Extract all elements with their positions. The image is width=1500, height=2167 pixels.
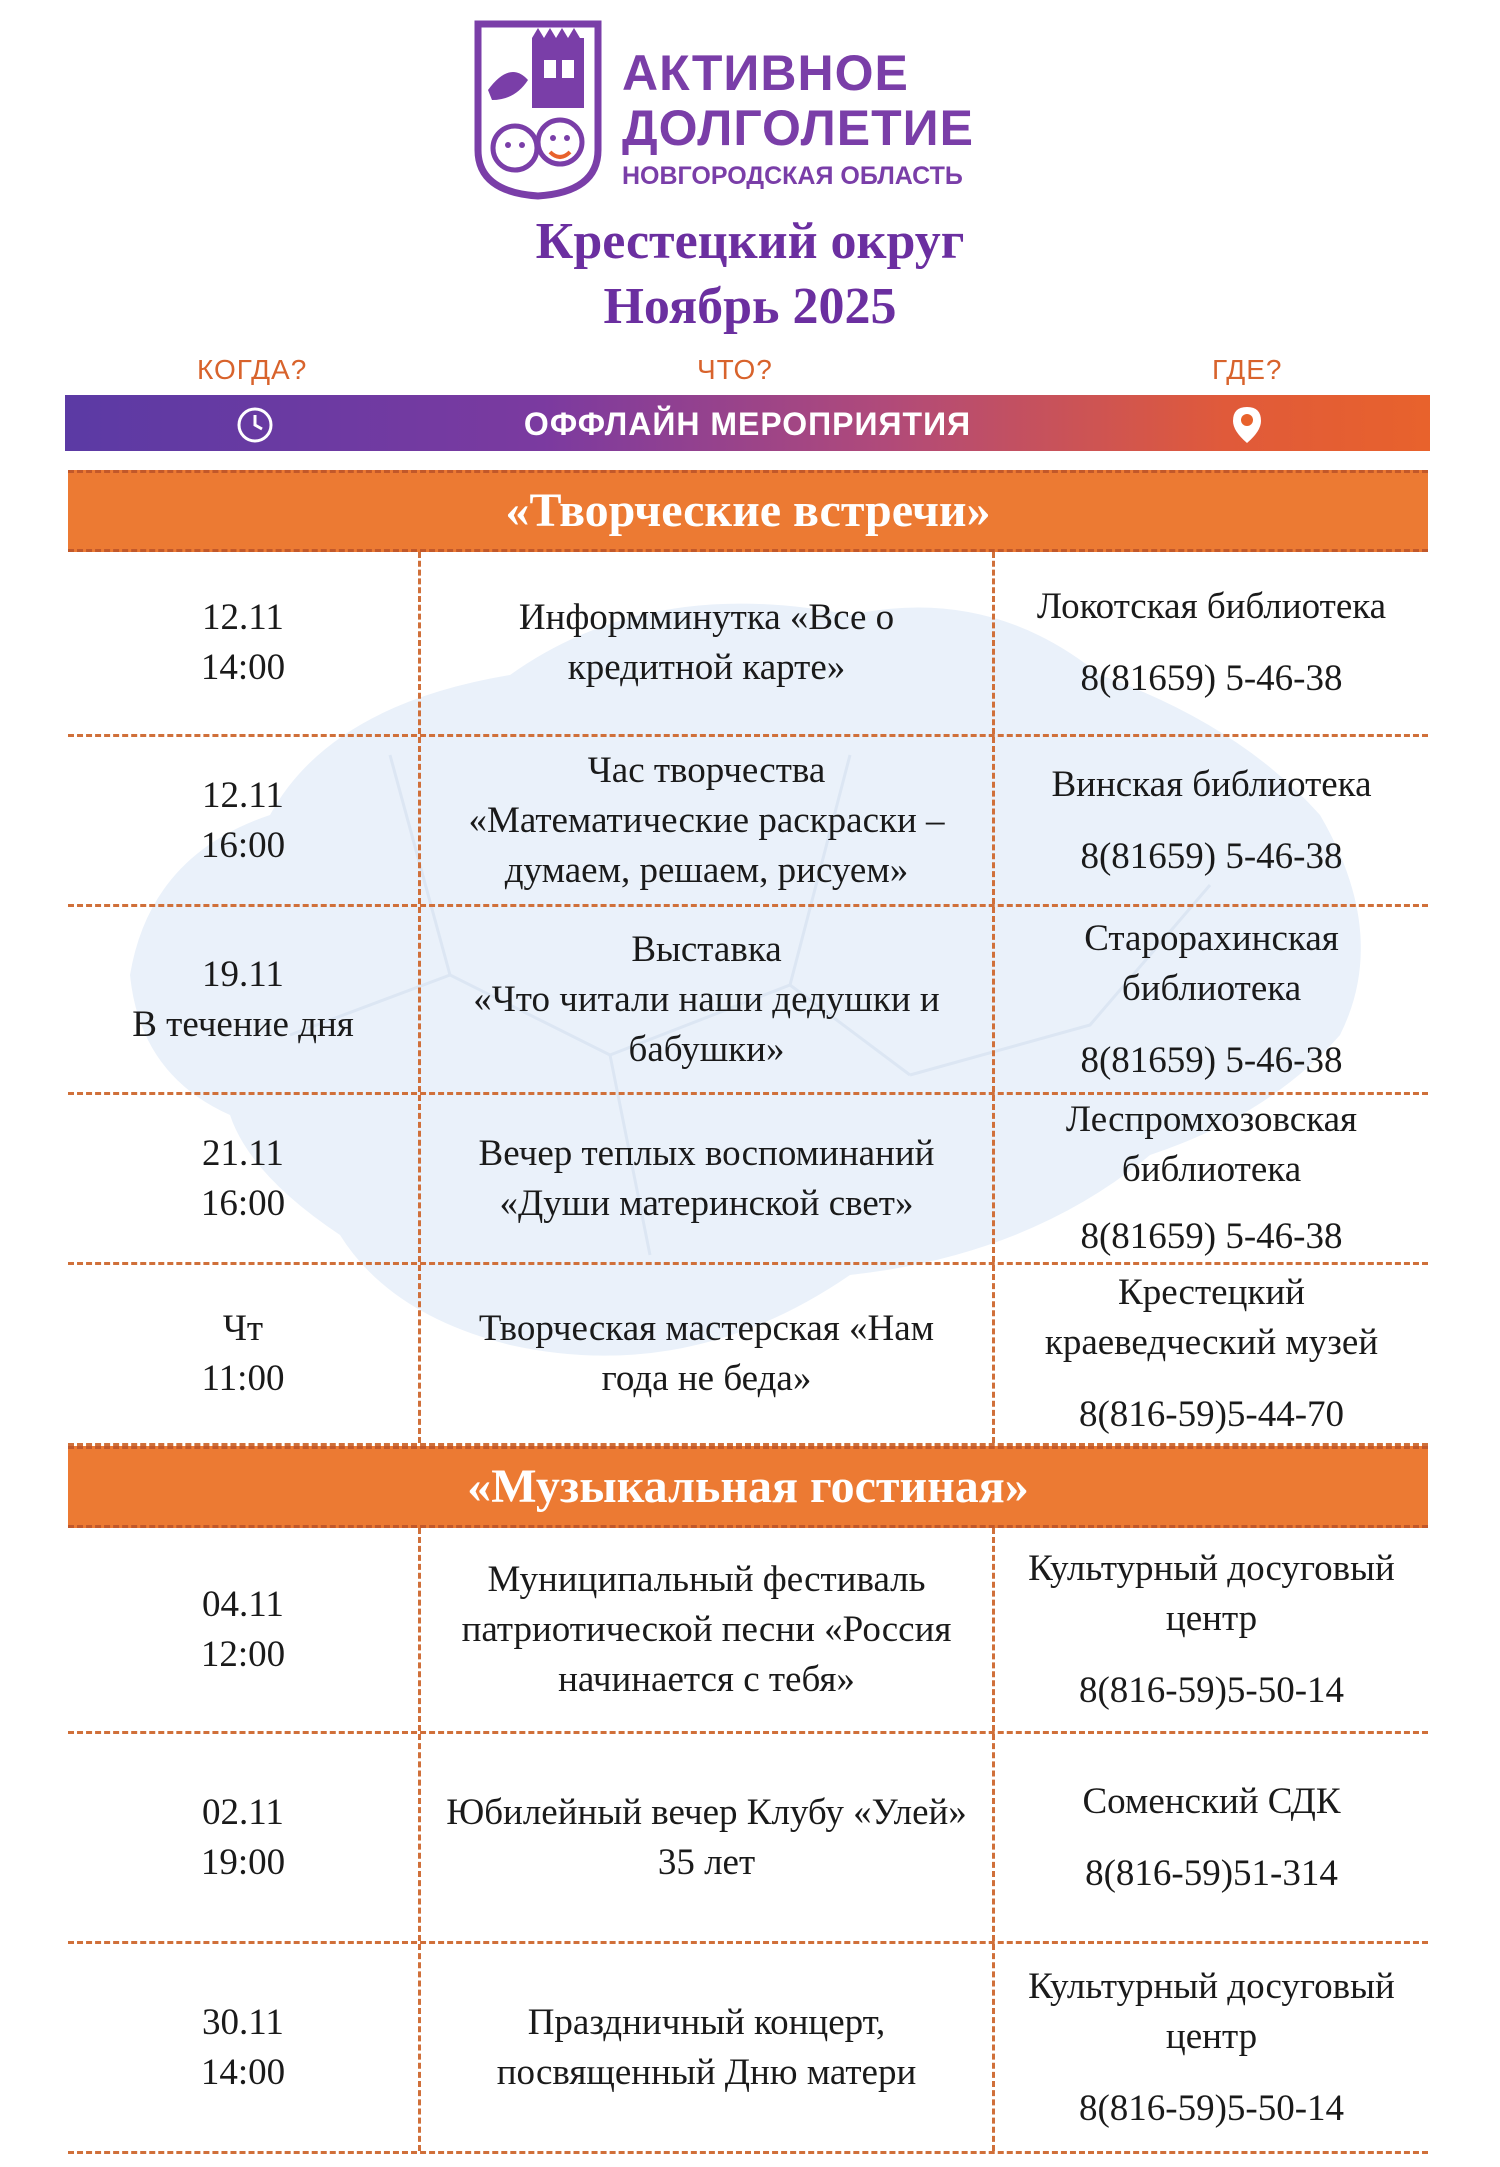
event-time: В течение дня (132, 1003, 354, 1045)
event-title-line: Муниципальный фестиваль (487, 1558, 926, 1600)
what-cell (418, 1734, 995, 1941)
venue-name-line: центр (1165, 1597, 1258, 1639)
logo-title-line2: ДОЛГОЛЕТИЕ (622, 100, 974, 156)
table-row (68, 1734, 1428, 1944)
logo-emblem-icon (470, 20, 605, 200)
logo (470, 20, 1030, 200)
event-date: 12.11 (202, 597, 284, 638)
venue-phone: 8(81659) 5-46-38 (1080, 658, 1343, 699)
month-title: Ноябрь 2025 (603, 278, 897, 335)
event-title-line: посвященный Дню матери (496, 2051, 917, 2093)
event-time: 16:00 (200, 1182, 286, 1224)
event-title-line: Праздничный концерт, (527, 2001, 886, 2043)
section-title: «Творческие встречи» (505, 484, 991, 537)
venue-name-line: краеведческий музей (1044, 1322, 1379, 1363)
event-title-line: Творческая мастерская «Нам (478, 1308, 935, 1349)
what-cell (418, 737, 995, 904)
event-title-line: 35 лет (657, 1841, 756, 1883)
event-date: Чт (222, 1308, 264, 1349)
venue-phone: 8(81659) 5-46-38 (1080, 835, 1343, 877)
event-title-line: патриотической песни «Россия (461, 1608, 952, 1650)
district-title: Крестецкий округ (535, 213, 965, 270)
event-time: 16:00 (200, 824, 286, 866)
venue-phone: 8(816-59)5-50-14 (1078, 2087, 1345, 2129)
event-title-line: года не беда» (601, 1358, 812, 1399)
event-date: 12.11 (202, 774, 284, 816)
where-cell (995, 737, 1428, 904)
what-cell (418, 1944, 995, 2151)
event-title-line: Информминутка «Все о (518, 597, 895, 638)
where-label: ГДЕ? (1212, 354, 1283, 385)
event-date: 02.11 (202, 1791, 284, 1833)
when-cell (68, 1265, 418, 1443)
where-cell (995, 1734, 1428, 1941)
when-cell (68, 1528, 418, 1731)
when-label: КОГДА? (197, 354, 308, 385)
event-date: 04.11 (202, 1583, 284, 1625)
table-row (68, 1528, 1428, 1734)
event-date: 30.11 (202, 2001, 284, 2043)
logo-title-line1: АКТИВНОЕ (622, 45, 909, 101)
when-cell (68, 737, 418, 904)
venue-name-line: Старорахинская (1084, 917, 1339, 959)
event-title-line: начинается с тебя» (558, 1658, 855, 1700)
section-header (68, 470, 1428, 552)
event-title-line: Час творчества (587, 749, 826, 791)
where-cell (995, 1528, 1428, 1731)
table-row (68, 1095, 1428, 1265)
section-header (68, 1446, 1428, 1528)
venue-phone: 8(81659) 5-46-38 (1080, 1039, 1343, 1081)
event-title-line: «Души материнской свет» (499, 1182, 914, 1224)
table-row (68, 737, 1428, 907)
event-title-line: думаем, решаем, рисуем» (504, 849, 909, 891)
where-cell (995, 1944, 1428, 2151)
table-row (68, 1944, 1428, 2154)
event-time: 11:00 (201, 1358, 285, 1399)
venue-name-line: центр (1165, 2015, 1258, 2057)
table-row (68, 552, 1428, 737)
venue-name-line: Культурный досуговый (1028, 1965, 1395, 2007)
where-cell (995, 552, 1428, 734)
where-cell (995, 1265, 1428, 1443)
when-cell (68, 907, 418, 1092)
what-cell (418, 1265, 995, 1443)
event-title-line: Юбилейный вечер Клубу «Улей» (446, 1791, 967, 1833)
event-time: 14:00 (200, 2051, 286, 2093)
section-title: «Музыкальная гостиная» (467, 1460, 1029, 1513)
what-cell (418, 552, 995, 734)
venue-name-line: Культурный досуговый (1028, 1547, 1395, 1589)
where-cell (995, 1095, 1428, 1262)
when-cell (68, 1944, 418, 2151)
table-row (68, 1265, 1428, 1446)
event-date: 21.11 (202, 1132, 284, 1174)
where-cell (995, 907, 1428, 1092)
event-date: 19.11 (202, 953, 284, 995)
event-title-line: бабушки» (628, 1028, 785, 1070)
venue-name-line: Локотская библиотека (1036, 586, 1387, 627)
venue-name-line: Крестецкий (1118, 1272, 1305, 1313)
venue-name-line: библиотека (1121, 967, 1302, 1009)
venue-name-line: Леспромхозовская (1065, 1099, 1358, 1140)
venue-name-line: библиотека (1121, 1149, 1302, 1190)
venue-phone: 8(81659) 5-46-38 (1080, 1216, 1343, 1257)
what-label: ЧТО? (697, 354, 773, 385)
location-pin-icon (1230, 405, 1264, 445)
bar-label: ОФФЛАЙН МЕРОПРИЯТИЯ (523, 406, 972, 442)
venue-phone: 8(816-59)51-314 (1085, 1852, 1338, 1894)
event-title-line: Вечер теплых воспоминаний (478, 1132, 935, 1174)
logo-subtitle: НОВГОРОДСКАЯ ОБЛАСТЬ (622, 162, 963, 190)
event-title-line: Выставка (631, 928, 782, 970)
venue-name-line: Соменский СДК (1082, 1780, 1341, 1822)
venue-name-line: Винская библиотека (1051, 763, 1372, 805)
when-cell (68, 1095, 418, 1262)
what-cell (418, 1095, 995, 1262)
when-cell (68, 1734, 418, 1941)
venue-phone: 8(816-59)5-44-70 (1078, 1394, 1345, 1435)
event-title-line: кредитной карте» (567, 647, 846, 688)
when-cell (68, 552, 418, 734)
event-title-line: «Математические раскраски – (468, 799, 945, 841)
what-cell (418, 1528, 995, 1731)
event-title-line: «Что читали наши дедушки и (473, 978, 940, 1020)
event-time: 19:00 (200, 1841, 286, 1883)
table-row (68, 907, 1428, 1095)
offline-events-bar (65, 395, 1430, 451)
event-time: 12:00 (200, 1633, 286, 1675)
venue-phone: 8(816-59)5-50-14 (1078, 1669, 1345, 1711)
what-cell (418, 907, 995, 1092)
event-time: 14:00 (200, 647, 286, 688)
